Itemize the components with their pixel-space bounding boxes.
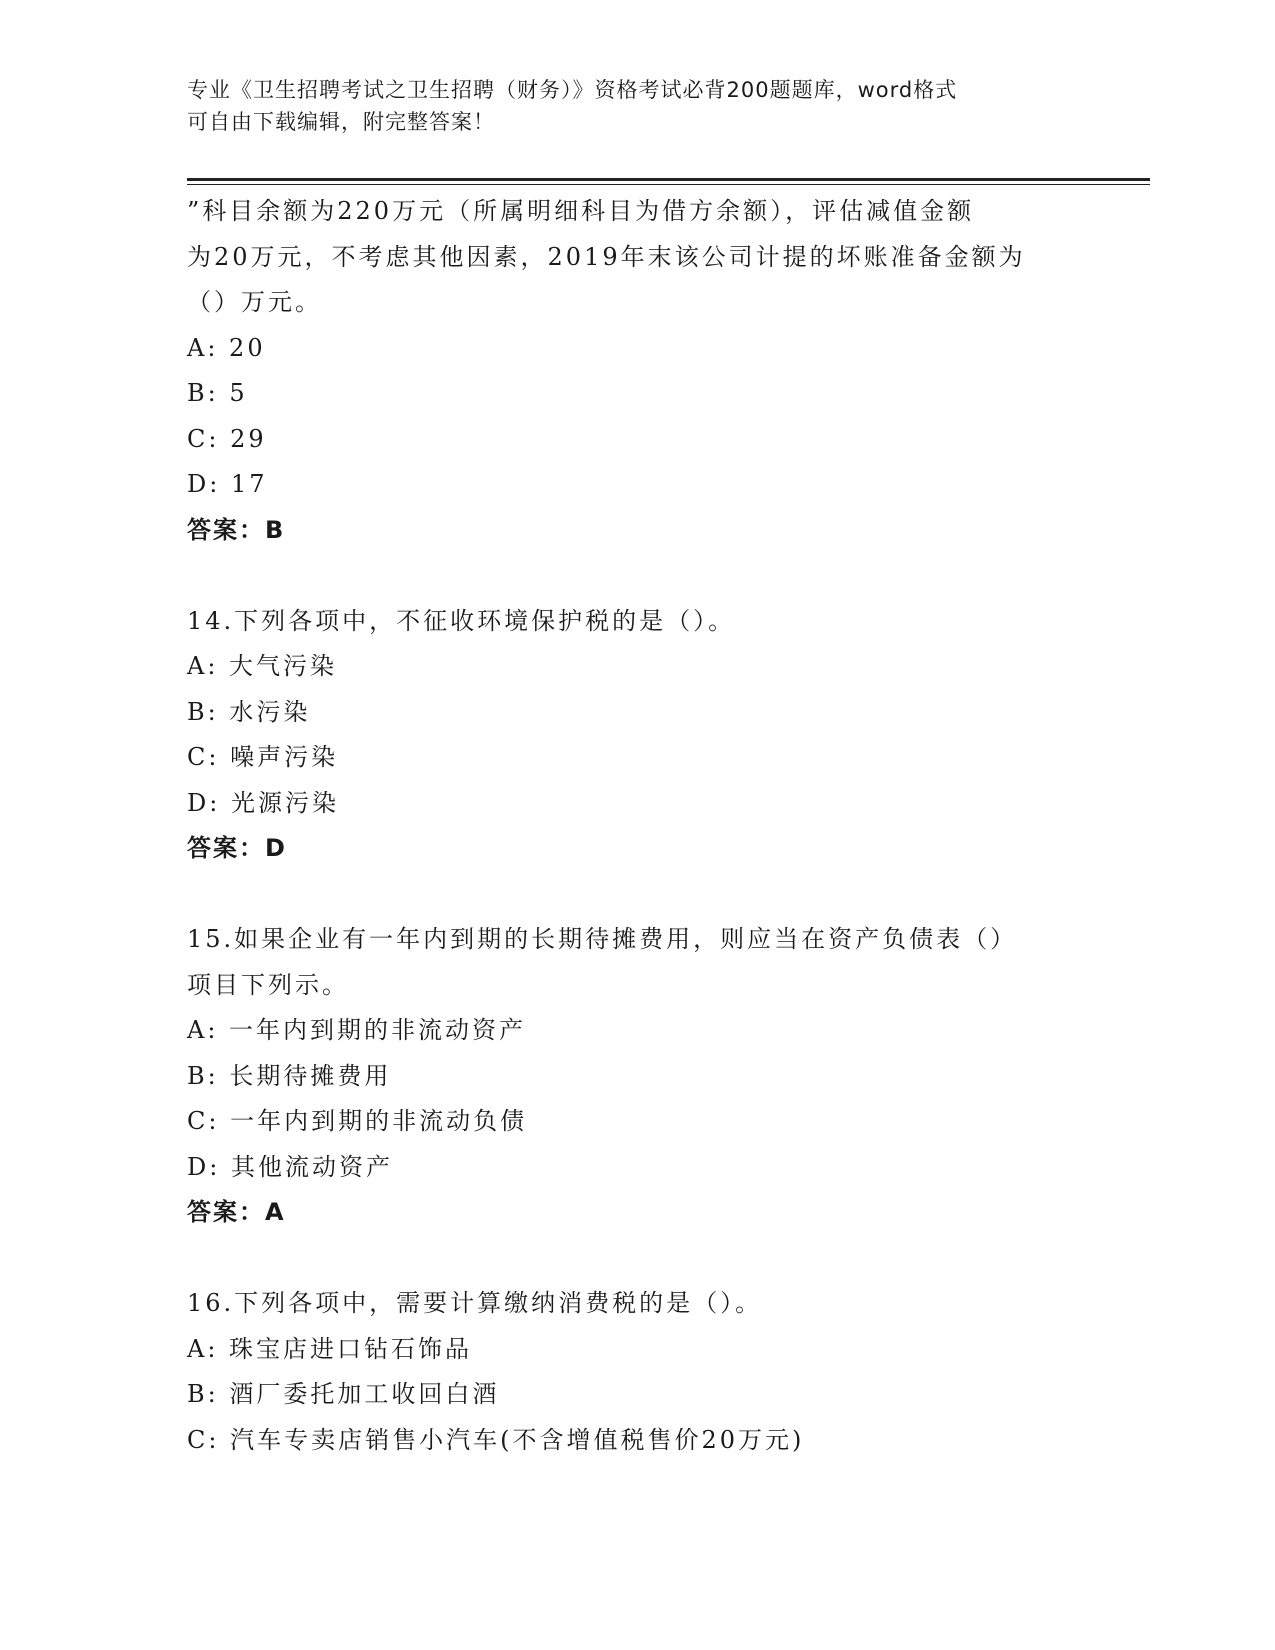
question-text-line: 15.如果企业有一年内到期的长期待摊费用，则应当在资产负债表（） [187, 925, 1018, 953]
question-16 [187, 1281, 1087, 1463]
header-rule-thin [187, 184, 1150, 185]
answer-line: 答案：A [187, 1198, 286, 1226]
option-d: D: 其他流动资产 [187, 1152, 393, 1181]
option-d: D: 17 [187, 470, 268, 498]
option-c: C: 汽车专卖店销售小汽车(不含增值税售价20万元) [187, 1425, 805, 1454]
question-text-line: 为20万元，不考虑其他因素，2019年末该公司计提的坏账准备金额为 [187, 242, 1026, 271]
option-d: D: 光源污染 [187, 788, 339, 817]
answer-line: 答案：D [187, 834, 287, 862]
question-text-line: 项目下列示。 [187, 970, 349, 999]
question-text-line: （）万元。 [187, 288, 322, 316]
question-15 [187, 917, 1087, 1236]
question-13-continuation [187, 189, 1087, 553]
question-14 [187, 599, 1087, 872]
question-text-line: 16.下列各项中，需要计算缴纳消费税的是（）。 [187, 1289, 763, 1317]
header-rule-thick [187, 178, 1150, 181]
option-a: A: 珠宝店进口钻石饰品 [187, 1334, 473, 1363]
header-line-2: 可自由下载编辑，附完整答案！ [187, 110, 495, 134]
question-text-line: 14.下列各项中，不征收环境保护税的是（）。 [187, 606, 736, 635]
spacer [187, 553, 1087, 599]
question-content [187, 189, 1087, 1463]
option-b: B: 5 [187, 379, 248, 407]
spacer [187, 1236, 1087, 1282]
option-a: A: 20 [187, 333, 266, 362]
option-c: C: 噪声污染 [187, 743, 339, 771]
document-header [187, 74, 1087, 138]
option-c: C: 一年内到期的非流动负债 [187, 1107, 528, 1135]
option-c: C: 29 [187, 424, 267, 453]
option-b: B: 水污染 [187, 697, 311, 726]
spacer [187, 872, 1087, 918]
answer-line: 答案：B [187, 515, 286, 544]
header-line-1: 专业《卫生招聘考试之卫生招聘（财务）》资格考试必背200题题库，word格式 [187, 78, 958, 102]
option-a: A: 大气污染 [187, 652, 338, 680]
option-b: B: 酒厂委托加工收回白酒 [187, 1380, 500, 1408]
option-b: B: 长期待摊费用 [187, 1061, 392, 1090]
option-a: A: 一年内到期的非流动资产 [187, 1016, 527, 1044]
question-text-line: ”科目余额为220万元（所属明细科目为借方余额），评估减值金额 [187, 197, 975, 225]
